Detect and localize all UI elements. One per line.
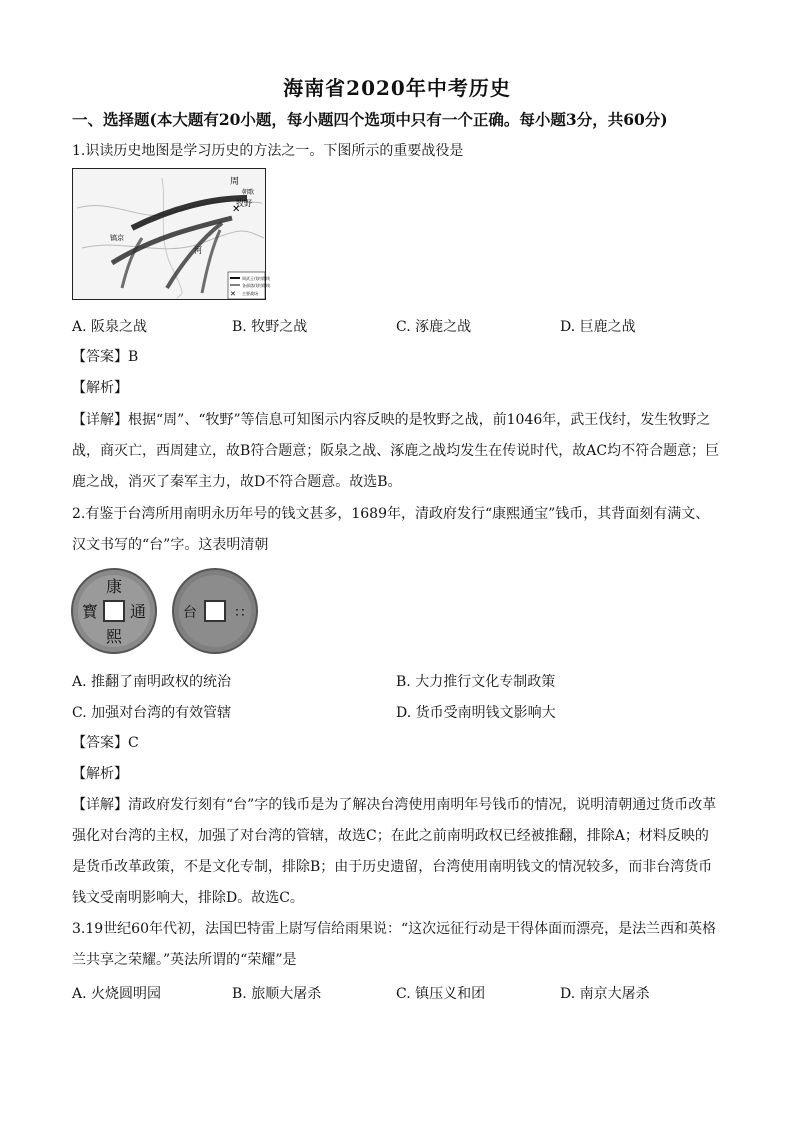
q2-detail: 【详解】清政府发行刻有“台”字的钱币是为了解决台湾使用南明年号钱币的情况，说明清朝通过货币改革强化对台湾的主权，加强了对台湾的管辖，故选C；在此之前南明政权已经被推翻，排除A；材料反映的是货币改革政策，不是文化专制，排除B；由于历史遗留，台湾使用南明钱文的情况较多，而非台湾货币钱文受南明影响大，排除D。故选C。 bbox=[72, 797, 717, 906]
coin-figure bbox=[70, 566, 260, 656]
q2-stem-line-2: 汉文书写的“台”字。这表明清朝 bbox=[72, 537, 269, 553]
battle-map-figure bbox=[72, 168, 270, 300]
section-header: 一、选择题(本大题有20小题，每小题四个选项中只有一个正确。每小题3分，共60分) bbox=[72, 110, 668, 129]
q3-stem-line-1: 3.19世纪60年代初，法国巴特雷上尉写信给雨果说：“这次远征行动是干得体面而漂亮，是法兰西和英格 bbox=[72, 921, 717, 937]
q1-option-a: A. 阪泉之战 bbox=[72, 319, 148, 335]
svg-text:✕: ✕ bbox=[230, 290, 236, 298]
coin-front bbox=[72, 569, 156, 653]
q3-option-b: B. 旅顺大屠杀 bbox=[232, 986, 322, 1002]
map-legend bbox=[228, 272, 270, 299]
q1-analysis-label: 【解析】 bbox=[72, 380, 128, 396]
map-label-chaoge: 朝歌 bbox=[242, 189, 255, 196]
q3-option-d: D. 南京大屠杀 bbox=[560, 986, 650, 1002]
coin-back-char: 台 bbox=[183, 605, 197, 621]
q1-detail: 【详解】根据“周”、“牧野”等信息可知图示内容反映的是牧野之战，前1046年，武王伐纣，发生牧野之战，商灭亡，西周建立，故B符合题意；阪泉之战、涿鹿之战均发生在传说时代，故AC均不符合题意；巨鹿之战，消灭了秦军主力，故D不符合题意。故选B。 bbox=[72, 412, 720, 490]
coin-char-top: 康 bbox=[105, 577, 123, 596]
map-label-hao: 镐京 bbox=[110, 234, 124, 242]
coin-char-left: 寳 bbox=[81, 602, 99, 621]
q2-analysis-label: 【解析】 bbox=[72, 766, 128, 782]
coin-char-right: 通 bbox=[129, 602, 147, 621]
q2-option-a: A. 推翻了南明政权的统治 bbox=[72, 674, 232, 690]
battle-mark-icon: ✕ bbox=[232, 204, 241, 215]
q1-option-c: C. 涿鹿之战 bbox=[396, 319, 472, 335]
q2-stem-line-1: 2.有鉴于台湾所用南明永历年号的钱文甚多，1689年，清政府发行“康熙通宝”钱币，其背面刻有满文、 bbox=[72, 506, 710, 522]
q3-option-a: A. 火烧圆明园 bbox=[72, 986, 162, 1002]
q1-option-d: D. 巨鹿之战 bbox=[560, 319, 636, 335]
legend-item-2: 各部落伐纣路线 bbox=[242, 283, 270, 288]
q1-stem: 1.识读历史地图是学习历史的方法之一。下图所示的重要战役是 bbox=[72, 143, 464, 159]
coin-back bbox=[173, 569, 257, 653]
legend-item-3: 主要战场 bbox=[242, 291, 258, 296]
q3-stem-line-2: 兰共享之荣耀。”英法所谓的“荣耀”是 bbox=[72, 952, 297, 968]
legend-item-1: 周武王伐纣路线 bbox=[242, 276, 270, 281]
coin-char-bottom: 熙 bbox=[105, 627, 123, 646]
q1-answer: 【答案】B bbox=[72, 349, 139, 365]
q1-option-b: B. 牧野之战 bbox=[232, 319, 308, 335]
map-label-he: 河 bbox=[194, 246, 202, 255]
q3-option-c: C. 镇压义和团 bbox=[396, 986, 486, 1002]
page-title: 海南省2020年中考历史 bbox=[283, 76, 511, 100]
svg-text:∷: ∷ bbox=[235, 605, 245, 621]
q2-answer: 【答案】C bbox=[72, 735, 139, 751]
map-label-muye: 牧野 bbox=[236, 199, 252, 208]
map-label-zhou: 周 bbox=[230, 177, 240, 187]
q2-option-d: D. 货币受南明钱文影响大 bbox=[396, 705, 556, 721]
q2-option-c: C. 加强对台湾的有效管辖 bbox=[72, 705, 232, 721]
q2-option-b: B. 大力推行文化专制政策 bbox=[396, 674, 556, 690]
